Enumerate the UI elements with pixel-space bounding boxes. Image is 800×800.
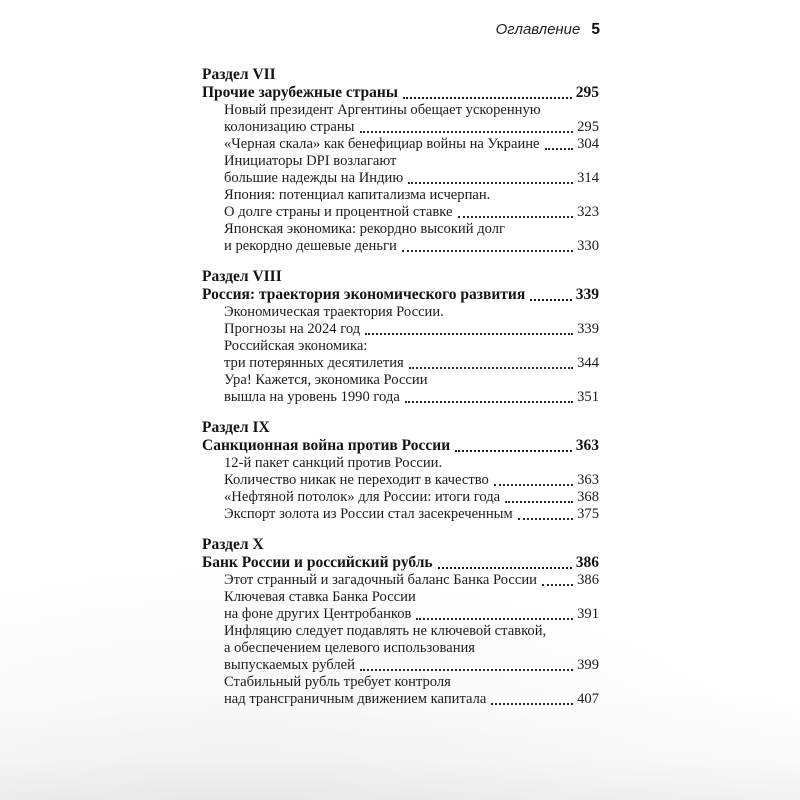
section-label xyxy=(202,268,599,286)
dot-leader xyxy=(544,136,575,153)
toc-text: Новый президент Аргентины обещает ускоренную xyxy=(224,102,541,118)
toc-entry-line xyxy=(202,640,599,657)
toc-entry-line xyxy=(202,338,599,355)
toc-text: Ура! Кажется, экономика России xyxy=(224,372,428,388)
toc-entry-line xyxy=(202,572,599,589)
toc-entry-line xyxy=(202,136,599,153)
toc-text: Инициаторы DPI возлагают xyxy=(224,153,397,169)
toc-section-title-row xyxy=(202,286,599,304)
toc-text: три потерянных десятилетия xyxy=(224,355,404,371)
toc-entry-line xyxy=(202,355,599,372)
page-number: 304 xyxy=(577,136,599,152)
toc-entry-line xyxy=(202,238,599,255)
dot-leader xyxy=(517,506,574,523)
toc-text: Экономическая траектория России. xyxy=(224,304,444,320)
page-number: 363 xyxy=(577,472,599,488)
toc-entry-line xyxy=(202,221,599,238)
toc-text: Санкционная война против России xyxy=(202,437,451,454)
running-head-page-number: 5 xyxy=(591,21,600,38)
dot-leader xyxy=(454,437,573,455)
toc-entry-line xyxy=(202,321,599,338)
dot-leader xyxy=(457,204,575,221)
toc-text: Стабильный рубль требует контроля xyxy=(224,674,451,690)
page-number: 375 xyxy=(577,506,599,522)
toc-text: Россия: траектория экономического развития xyxy=(202,286,526,303)
toc-text: Ключевая ставка Банка России xyxy=(224,589,416,605)
toc-entry-line xyxy=(202,372,599,389)
toc-entry-line xyxy=(202,674,599,691)
toc-text: Количество никак не переходит в качество xyxy=(224,472,489,488)
section-label xyxy=(202,536,599,554)
toc-section-title-row xyxy=(202,84,599,102)
section-label-text: Раздел X xyxy=(202,536,264,553)
dot-leader xyxy=(504,489,574,506)
page-number: 351 xyxy=(577,389,599,405)
dot-leader xyxy=(407,170,574,187)
page-number: 295 xyxy=(575,84,599,101)
dot-leader xyxy=(490,691,574,708)
toc-text: О долге страны и процентной ставке xyxy=(224,204,453,220)
running-head-title: Оглавление xyxy=(495,21,581,38)
toc-entry-line xyxy=(202,119,599,136)
toc-text: 12-й пакет санкций против России. xyxy=(224,455,443,471)
page-number: 339 xyxy=(575,286,599,303)
toc-text: Инфляцию следует подавлять не ключевой ставкой, xyxy=(224,623,547,639)
toc-entry-line xyxy=(202,170,599,187)
dot-leader xyxy=(408,355,574,372)
toc-text: колонизацию страны xyxy=(224,119,355,135)
page-number: 314 xyxy=(577,170,599,186)
toc-section-title-row xyxy=(202,554,599,572)
dot-leader xyxy=(359,119,575,136)
toc-entry-line xyxy=(202,691,599,708)
toc-text: большие надежды на Индию xyxy=(224,170,404,186)
toc-text: Этот странный и загадочный баланс Банка России xyxy=(224,572,537,588)
toc-text: выпускаемых рублей xyxy=(224,657,355,673)
toc-section xyxy=(202,536,599,708)
toc-section-title-row xyxy=(202,437,599,455)
toc-text: «Черная скала» как бенефициар войны на Украине xyxy=(224,136,540,152)
page-number: 363 xyxy=(575,437,599,454)
page-number: 295 xyxy=(577,119,599,135)
toc-text: вышла на уровень 1990 года xyxy=(224,389,400,405)
toc xyxy=(202,66,599,708)
dot-leader xyxy=(529,286,573,304)
page-number: 339 xyxy=(577,321,599,337)
toc-text: на фоне других Центробанков xyxy=(224,606,412,622)
page-number: 368 xyxy=(577,489,599,505)
toc-entry-line xyxy=(202,606,599,623)
toc-text: Прогнозы на 2024 год xyxy=(224,321,361,337)
toc-text: Экспорт золота из России стал засекреченным xyxy=(224,506,513,522)
toc-text: Российская экономика: xyxy=(224,338,368,354)
page-number: 407 xyxy=(577,691,599,707)
toc-text: Банк России и российский рубль xyxy=(202,554,433,571)
toc-entry-line xyxy=(202,304,599,321)
page-number: 323 xyxy=(577,204,599,220)
dot-leader xyxy=(415,606,574,623)
toc-text: «Нефтяной потолок» для России: итоги года xyxy=(224,489,501,505)
running-head xyxy=(200,21,600,39)
toc-entry-line xyxy=(202,657,599,674)
toc-entry-line xyxy=(202,102,599,119)
toc-text: Япония: потенциал капитализма исчерпан. xyxy=(224,187,491,203)
dot-leader xyxy=(364,321,574,338)
dot-leader xyxy=(401,238,574,255)
page-number: 386 xyxy=(577,572,599,588)
toc-text: а обеспечением целевого использования xyxy=(224,640,476,656)
toc-text: и рекордно дешевые деньги xyxy=(224,238,397,254)
toc-text: Японская экономика: рекордно высокий долг xyxy=(224,221,505,237)
dot-leader xyxy=(437,554,573,572)
toc-entry-line xyxy=(202,187,599,204)
page-number: 386 xyxy=(575,554,599,571)
page-number: 399 xyxy=(577,657,599,673)
toc-entry-line xyxy=(202,472,599,489)
dot-leader xyxy=(404,389,574,406)
toc-entry-line xyxy=(202,506,599,523)
section-label xyxy=(202,419,599,437)
section-label-text: Раздел VIII xyxy=(202,268,282,285)
toc-entry-line xyxy=(202,204,599,221)
dot-leader xyxy=(402,84,573,102)
section-label-text: Раздел VII xyxy=(202,66,276,83)
toc-section xyxy=(202,268,599,406)
toc-entry-line xyxy=(202,623,599,640)
dot-leader xyxy=(541,572,574,589)
section-label xyxy=(202,66,599,84)
toc-text: Прочие зарубежные страны xyxy=(202,84,398,101)
page-number: 344 xyxy=(577,355,599,371)
dot-leader xyxy=(359,657,574,674)
page-number: 330 xyxy=(577,238,599,254)
toc-text: над трансграничным движением капитала xyxy=(224,691,487,707)
toc-entry-line xyxy=(202,489,599,506)
toc-section xyxy=(202,419,599,523)
dot-leader xyxy=(493,472,574,489)
toc-entry-line xyxy=(202,389,599,406)
toc-entry-line xyxy=(202,153,599,170)
page-number: 391 xyxy=(577,606,599,622)
toc-entry-line xyxy=(202,455,599,472)
section-label-text: Раздел IX xyxy=(202,419,270,436)
toc-section xyxy=(202,66,599,255)
toc-entry-line xyxy=(202,589,599,606)
